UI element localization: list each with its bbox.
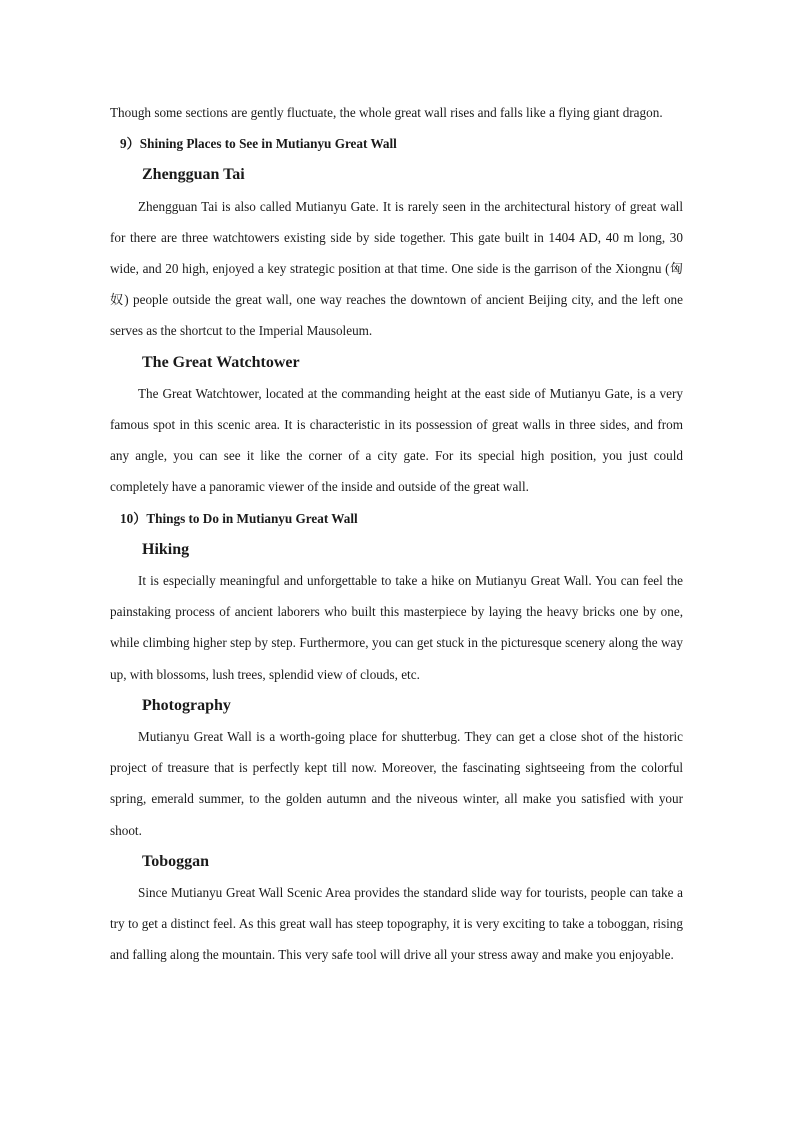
section-heading-things-to-do: 10）Things to Do in Mutianyu Great Wall (120, 510, 358, 526)
subheading-great-watchtower: The Great Watchtower (142, 353, 300, 371)
page-content (110, 97, 683, 971)
subheading-hiking: Hiking (142, 540, 190, 558)
paragraph-toboggan: Since Mutianyu Great Wall Scenic Area provides the standard slide way for tourists, people can take a try to get a distinct feel. As this great wall has steep topography, it is very exciting to take a toboggan, rising and falling along the mountain. This very safe tool will drive all your stress away and make you enjoyable. (110, 885, 683, 963)
subheading-toboggan: Toboggan (142, 852, 209, 870)
paragraph-photography: Mutianyu Great Wall is a worth-going place for shutterbug. They can get a close shot of the historic project of treasure that is perfectly kept till now. Moreover, the fascinating sightseeing from the colorful spring, emerald summer, to the golden autumn and the niveous winter, all make you satisfied with your shoot. (110, 729, 683, 838)
paragraph-great-watchtower: The Great Watchtower, located at the commanding height at the east side of Mutianyu Gate, is a very famous spot in this scenic area. It is characteristic in its possession of great walls in three sides, and from any angle, you can see it like the corner of a city gate. For its special high position, you just could completely have a panoramic viewer of the inside and outside of the great wall. (110, 385, 683, 495)
subheading-zhengguan-tai: Zhengguan Tai (142, 166, 245, 184)
paragraph-zhengguan-tai: Zhengguan Tai is also called Mutianyu Gate. It is rarely seen in the architectural history of great wall for there are three watchtowers existing side by side together. This gate built in 1404 AD, 40 m long, 30 wide, and 20 high, enjoyed a key strategic position at that time. One side is the garrison of the Xiongnu (匈奴) people outside the great wall, one way reaches the downtown of ancient Beijing city, and the left one serves as the shortcut to the Imperial Mausoleum. (110, 198, 683, 339)
section-heading-places: 9）Shining Places to See in Mutianyu Great Wall (120, 136, 397, 152)
paragraph-hiking: It is especially meaningful and unforgettable to take a hike on Mutianyu Great Wall. You can feel the painstaking process of ancient laborers who built this masterpiece by laying the heavy bricks one by one, while climbing higher step by step. Furthermore, you can get stuck in the picturesque scenery along the way up, with blossoms, lush trees, splendid view of clouds, etc. (110, 573, 683, 682)
intro-paragraph: Though some sections are gently fluctuate, the whole great wall rises and falls like a flying giant dragon. (110, 105, 663, 120)
subheading-photography: Photography (142, 696, 231, 714)
